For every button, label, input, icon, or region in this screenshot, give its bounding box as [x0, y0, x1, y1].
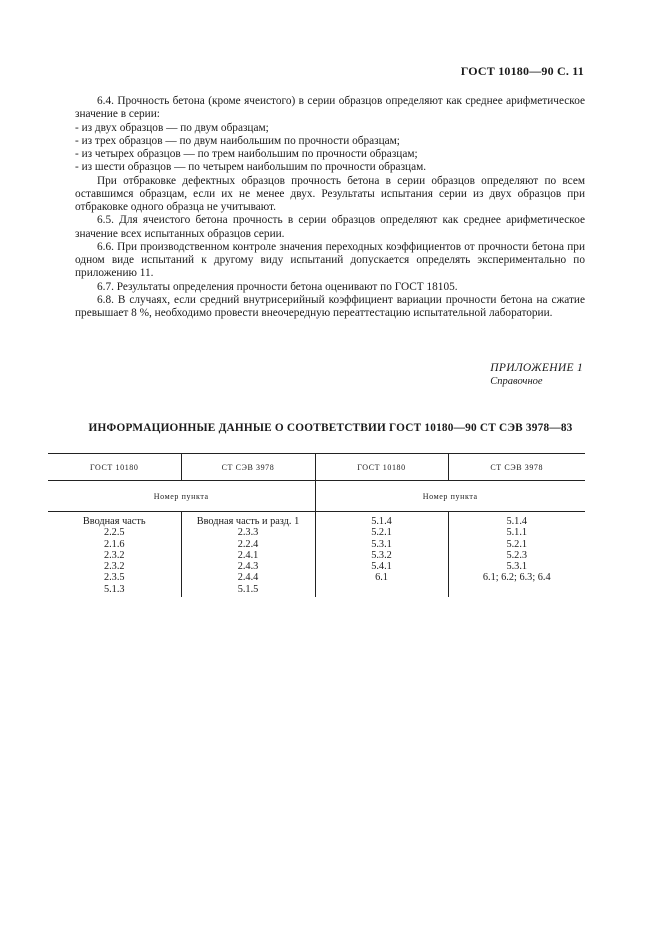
- paragraph-6-8: 6.8. В случаях, если средний внутрисерийный коэффициент вариации прочности бетона на сжатие превышает 8 %, необходимо провести внеочередную переаттестацию испытательной лаборатории.: [75, 293, 585, 319]
- table-cell: 2.2.4: [237, 538, 259, 550]
- table-cell: 2.3.3: [237, 527, 259, 539]
- paragraph-6-6: 6.6. При производственном контроле значения переходных коэффициентов от прочности бетона при одном виде испытаний к другому виду испытаний допускается определять экспериментально по приложению 11.: [75, 240, 585, 280]
- appendix-subtitle: Справочное: [490, 376, 543, 387]
- body-text: [75, 95, 585, 320]
- list-item: - из трех образцов — по двум наибольшим по прочности образцам;: [75, 134, 400, 147]
- table-cell: 5.2.1: [506, 538, 528, 550]
- table-cell: 6.1: [375, 572, 388, 584]
- list-item: - из шести образцов — по четырем наибольшим по прочности образцам.: [75, 161, 427, 174]
- table-column-gost-1: [48, 512, 181, 598]
- list-item: - из двух образцов — по двум образцам;: [75, 121, 269, 134]
- table-cell: 5.1.3: [103, 583, 125, 595]
- table-cell: 5.1.5: [237, 583, 259, 595]
- table-cell: 5.4.1: [371, 561, 392, 573]
- table-cell: 2.4.1: [237, 549, 259, 561]
- table-cell: 2.3.2: [103, 561, 125, 573]
- table-cell: 5.1.4: [506, 516, 528, 527]
- table-cell: Вводная часть: [82, 516, 146, 527]
- correspondence-table: [48, 453, 585, 597]
- paragraph-rejection: При отбраковке дефектных образцов прочность бетона в серии образцов определяют по всем оставшимся образцам, если их не менее двух. Результаты испытания серии из двух образцов при отбраковке одного образца не учитывают.: [75, 174, 585, 213]
- table-cell: 5.1.4: [371, 516, 392, 527]
- table-subheader-cell: Номер пункта: [48, 481, 315, 512]
- table-subheader-cell: Номер пункта: [315, 481, 585, 512]
- paragraph-6-5: 6.5. Для ячеистого бетона прочность в серии образцов определяют как среднее арифметическое значение всех испытанных образцов серии.: [75, 214, 585, 240]
- table-cell: 2.1.6: [103, 538, 125, 550]
- appendix-label: [490, 362, 583, 388]
- table-column-sev-1: [181, 512, 315, 598]
- table-cell: 5.3.2: [371, 549, 392, 561]
- table-cell: 2.4.3: [237, 561, 259, 573]
- table-header-cell: СТ СЭВ 3978: [181, 454, 315, 481]
- table-cell: 5.2.1: [371, 527, 392, 539]
- paragraph-6-4: 6.4. Прочность бетона (кроме ячеистого) в серии образцов определяют как среднее арифметическое значение в серии:: [75, 95, 585, 121]
- table-title: ИНФОРМАЦИОННЫЕ ДАННЫЕ О СООТВЕТСТВИИ ГОСТ 10180—90 СТ СЭВ 3978—83: [88, 422, 573, 434]
- paragraph-6-7: 6.7. Результаты определения прочности бетона оценивают по ГОСТ 18105.: [97, 280, 458, 293]
- table-column-sev-2: [448, 512, 585, 598]
- table-cell: 2.2.5: [103, 527, 125, 539]
- table-column-gost-2: [315, 512, 448, 598]
- table-cell: 2.3.5: [103, 572, 125, 584]
- table-cell: 5.2.3: [506, 549, 528, 561]
- table-cell: 6.1; 6.2; 6.3; 6.4: [482, 572, 551, 584]
- appendix-title: ПРИЛОЖЕНИЕ 1: [490, 362, 583, 374]
- page-header: ГОСТ 10180—90 С. 11: [460, 64, 584, 78]
- table-header-cell: СТ СЭВ 3978: [448, 454, 585, 481]
- list-item: - из четырех образцов — по трем наибольшим по прочности образцам;: [75, 148, 418, 160]
- table-header-cell: ГОСТ 10180: [315, 454, 448, 481]
- table-header-cell: ГОСТ 10180: [48, 454, 181, 481]
- table-cell: 5.1.1: [506, 527, 528, 539]
- table-cell: Вводная часть и разд. 1: [196, 516, 300, 527]
- table-cell: 5.3.1: [506, 561, 528, 573]
- table-cell: 5.3.1: [371, 538, 392, 550]
- table-cell: 2.3.2: [103, 549, 125, 561]
- table-cell: 2.4.4: [237, 572, 259, 584]
